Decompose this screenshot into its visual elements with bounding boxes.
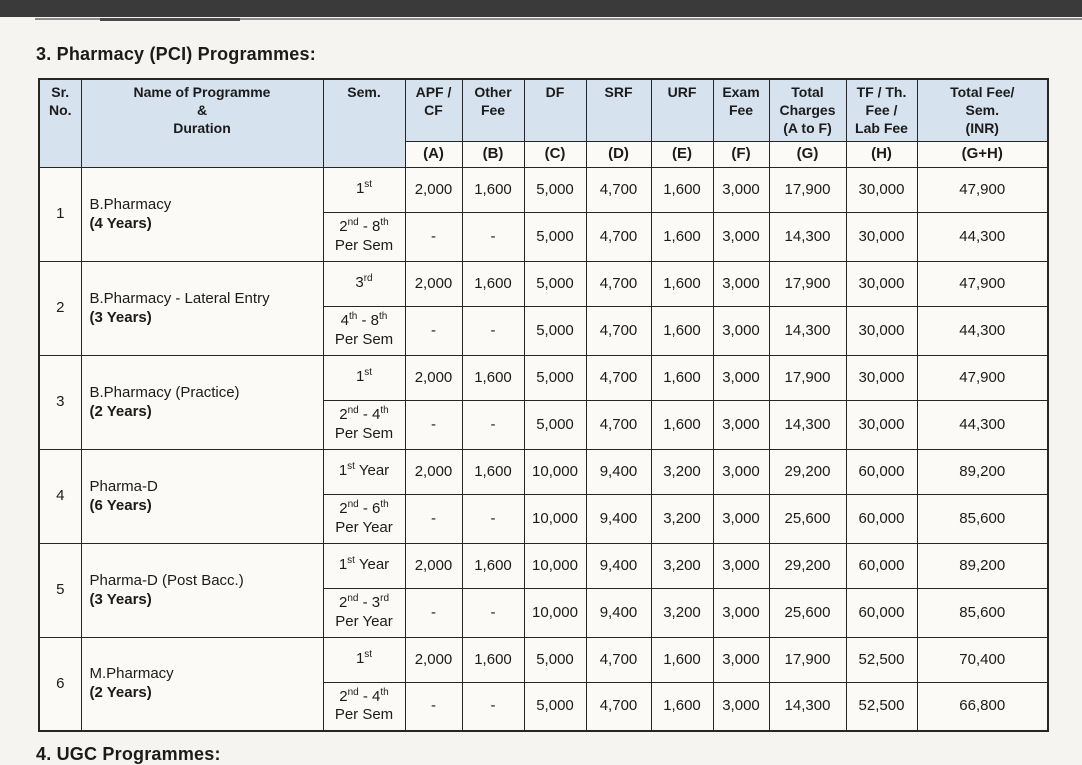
section-heading-pharmacy: 3. Pharmacy (PCI) Programmes: [36, 44, 316, 64]
column-header: URF [651, 79, 713, 141]
sem-cell: 1st Year [323, 543, 405, 588]
sr-no-cell: 4 [39, 449, 81, 543]
fee-value-cell: 5,000 [524, 400, 586, 449]
column-subheader: (C) [524, 141, 586, 167]
fee-value-cell: 52,500 [846, 637, 917, 682]
fee-value-cell: 60,000 [846, 494, 917, 543]
fee-value-cell: 14,300 [769, 682, 846, 731]
fee-value-cell: 30,000 [846, 261, 917, 306]
fee-value-cell: 14,300 [769, 400, 846, 449]
fee-value-cell: 3,000 [713, 588, 769, 637]
programme-name: B.Pharmacy - Lateral Entry [89, 289, 270, 307]
column-subheader: (E) [651, 141, 713, 167]
column-header: TF / Th. Fee / Lab Fee [846, 79, 917, 141]
fee-value-cell: 2,000 [405, 449, 462, 494]
fee-value-cell: - [462, 682, 524, 731]
fee-value-cell: 1,600 [462, 167, 524, 212]
programme-cell [81, 355, 323, 449]
fee-value-cell: 17,900 [769, 167, 846, 212]
column-header: Exam Fee [713, 79, 769, 141]
sr-no-cell: 2 [39, 261, 81, 355]
table-row [39, 167, 1048, 212]
fee-value-cell: 10,000 [524, 588, 586, 637]
fee-value-cell: 4,700 [586, 167, 651, 212]
programme-cell [81, 543, 323, 637]
fee-value-cell: 14,300 [769, 212, 846, 261]
fee-value-cell: - [462, 212, 524, 261]
fee-value-cell: 47,900 [917, 355, 1048, 400]
fee-value-cell: 3,000 [713, 494, 769, 543]
fee-value-cell: 5,000 [524, 306, 586, 355]
fee-value-cell: - [462, 306, 524, 355]
scan-divider-line-dark [100, 18, 240, 21]
fee-value-cell: 25,600 [769, 494, 846, 543]
programme-name: B.Pharmacy [89, 195, 172, 213]
fee-value-cell: 3,200 [651, 543, 713, 588]
fee-value-cell: 1,600 [651, 355, 713, 400]
fee-value-cell: 44,300 [917, 400, 1048, 449]
fee-value-cell: 9,400 [586, 543, 651, 588]
fee-table-container [38, 78, 1049, 732]
sem-cell: 1st [323, 167, 405, 212]
fee-value-cell: 30,000 [846, 400, 917, 449]
fee-value-cell: 25,600 [769, 588, 846, 637]
column-header: Sr. No. [39, 79, 81, 167]
fee-value-cell: 47,900 [917, 261, 1048, 306]
fee-value-cell: 5,000 [524, 261, 586, 306]
fee-value-cell: 3,000 [713, 543, 769, 588]
fee-value-cell: 1,600 [651, 167, 713, 212]
column-header: Other Fee [462, 79, 524, 141]
fee-value-cell: 3,200 [651, 588, 713, 637]
fee-value-cell: 1,600 [462, 261, 524, 306]
fee-value-cell: 60,000 [846, 588, 917, 637]
fee-value-cell: 9,400 [586, 449, 651, 494]
column-subheader: (H) [846, 141, 917, 167]
fee-value-cell: 4,700 [586, 261, 651, 306]
sr-no-cell: 1 [39, 167, 81, 261]
fee-value-cell: 1,600 [462, 355, 524, 400]
programme-duration: (3 Years) [89, 590, 152, 608]
scan-header-bar [0, 0, 1082, 17]
column-header: Sem. [323, 79, 405, 167]
fee-value-cell: 3,000 [713, 306, 769, 355]
fee-value-cell: 3,200 [651, 449, 713, 494]
sem-cell: 2nd - 4th Per Sem [323, 400, 405, 449]
fee-value-cell: 1,600 [651, 682, 713, 731]
programme-duration: (2 Years) [89, 684, 152, 702]
column-header: DF [524, 79, 586, 141]
fee-value-cell: 5,000 [524, 167, 586, 212]
fee-value-cell: 1,600 [651, 637, 713, 682]
sr-no-cell: 6 [39, 637, 81, 731]
fee-value-cell: 10,000 [524, 494, 586, 543]
sem-cell: 2nd - 3rd Per Year [323, 588, 405, 637]
fee-value-cell: 29,200 [769, 543, 846, 588]
fee-value-cell: 29,200 [769, 449, 846, 494]
fee-value-cell: 1,600 [651, 306, 713, 355]
fee-value-cell: - [405, 400, 462, 449]
programme-name: M.Pharmacy [89, 665, 174, 683]
fee-table-header [39, 79, 1048, 167]
column-subheader: (D) [586, 141, 651, 167]
column-subheader: (G+H) [917, 141, 1048, 167]
fee-value-cell: 47,900 [917, 167, 1048, 212]
fee-value-cell: 52,500 [846, 682, 917, 731]
fee-value-cell: 2,000 [405, 167, 462, 212]
fee-value-cell: 17,900 [769, 355, 846, 400]
fee-value-cell: 14,300 [769, 306, 846, 355]
programme-duration: (4 Years) [89, 214, 152, 232]
fee-value-cell: 3,000 [713, 167, 769, 212]
fee-value-cell: 1,600 [462, 543, 524, 588]
sem-cell: 1st [323, 355, 405, 400]
programme-duration: (3 Years) [89, 308, 152, 326]
fee-value-cell: 5,000 [524, 355, 586, 400]
sem-cell: 2nd - 6th Per Year [323, 494, 405, 543]
fee-value-cell: 1,600 [651, 212, 713, 261]
fee-value-cell: 3,000 [713, 212, 769, 261]
fee-value-cell: 89,200 [917, 543, 1048, 588]
fee-value-cell: - [405, 212, 462, 261]
fee-value-cell: 44,300 [917, 306, 1048, 355]
fee-value-cell: 5,000 [524, 682, 586, 731]
fee-value-cell: 9,400 [586, 494, 651, 543]
programme-name: B.Pharmacy (Practice) [89, 383, 240, 401]
fee-value-cell: 4,700 [586, 212, 651, 261]
fee-value-cell: 3,000 [713, 400, 769, 449]
fee-value-cell: - [405, 306, 462, 355]
fee-value-cell: 3,000 [713, 355, 769, 400]
fee-value-cell: 30,000 [846, 167, 917, 212]
fee-value-cell: 4,700 [586, 400, 651, 449]
fee-value-cell: 4,700 [586, 637, 651, 682]
programme-cell [81, 637, 323, 731]
column-header: Name of Programme & Duration [81, 79, 323, 167]
table-row [39, 355, 1048, 400]
fee-value-cell: 70,400 [917, 637, 1048, 682]
sem-cell: 2nd - 8th Per Sem [323, 212, 405, 261]
fee-value-cell: 3,000 [713, 449, 769, 494]
fee-value-cell: 30,000 [846, 355, 917, 400]
programme-duration: (2 Years) [89, 402, 152, 420]
column-header: SRF [586, 79, 651, 141]
fee-value-cell: 1,600 [651, 400, 713, 449]
fee-value-cell: 4,700 [586, 306, 651, 355]
programme-name: Pharma-D (Post Bacc.) [89, 571, 244, 589]
fee-value-cell: 3,000 [713, 261, 769, 306]
fee-value-cell: 1,600 [462, 637, 524, 682]
fee-value-cell: 3,000 [713, 637, 769, 682]
column-header: Total Fee/ Sem. (INR) [917, 79, 1048, 141]
column-subheader: (B) [462, 141, 524, 167]
sem-cell: 4th - 8th Per Sem [323, 306, 405, 355]
fee-value-cell: 89,200 [917, 449, 1048, 494]
fee-value-cell: 30,000 [846, 306, 917, 355]
sr-no-cell: 5 [39, 543, 81, 637]
programme-duration: (6 Years) [89, 496, 152, 514]
sr-no-cell: 3 [39, 355, 81, 449]
fee-value-cell: 1,600 [462, 449, 524, 494]
fee-value-cell: 17,900 [769, 637, 846, 682]
fee-value-cell: - [405, 588, 462, 637]
fee-value-cell: - [405, 682, 462, 731]
fee-value-cell: - [462, 400, 524, 449]
column-subheader: (G) [769, 141, 846, 167]
fee-value-cell: 2,000 [405, 637, 462, 682]
fee-value-cell: 85,600 [917, 494, 1048, 543]
fee-value-cell: - [462, 494, 524, 543]
fee-value-cell: 9,400 [586, 588, 651, 637]
table-row [39, 637, 1048, 682]
fee-value-cell: 3,000 [713, 682, 769, 731]
column-subheader: (F) [713, 141, 769, 167]
fee-table [38, 78, 1049, 732]
fee-value-cell: 5,000 [524, 637, 586, 682]
fee-value-cell: - [405, 494, 462, 543]
fee-value-cell: 2,000 [405, 355, 462, 400]
table-row [39, 261, 1048, 306]
section-heading-ugc: 4. UGC Programmes: [36, 744, 221, 764]
table-row [39, 543, 1048, 588]
fee-value-cell: 60,000 [846, 449, 917, 494]
sem-cell: 1st Year [323, 449, 405, 494]
programme-cell [81, 261, 323, 355]
fee-value-cell: 10,000 [524, 449, 586, 494]
sem-cell: 3rd [323, 261, 405, 306]
fee-value-cell: 5,000 [524, 212, 586, 261]
sem-cell: 1st [323, 637, 405, 682]
fee-value-cell: 2,000 [405, 261, 462, 306]
programme-cell [81, 167, 323, 261]
fee-value-cell: - [462, 588, 524, 637]
fee-value-cell: 60,000 [846, 543, 917, 588]
fee-value-cell: 4,700 [586, 682, 651, 731]
fee-value-cell: 3,200 [651, 494, 713, 543]
fee-value-cell: 44,300 [917, 212, 1048, 261]
fee-value-cell: 17,900 [769, 261, 846, 306]
column-header: Total Charges (A to F) [769, 79, 846, 141]
programme-name: Pharma-D [89, 477, 158, 495]
fee-value-cell: 66,800 [917, 682, 1048, 731]
sem-cell: 2nd - 4th Per Sem [323, 682, 405, 731]
fee-value-cell: 30,000 [846, 212, 917, 261]
fee-value-cell: 2,000 [405, 543, 462, 588]
fee-value-cell: 1,600 [651, 261, 713, 306]
column-header: APF / CF [405, 79, 462, 141]
column-subheader: (A) [405, 141, 462, 167]
fee-value-cell: 10,000 [524, 543, 586, 588]
table-row [39, 449, 1048, 494]
fee-value-cell: 85,600 [917, 588, 1048, 637]
fee-value-cell: 4,700 [586, 355, 651, 400]
programme-cell [81, 449, 323, 543]
fee-table-body [39, 167, 1048, 731]
